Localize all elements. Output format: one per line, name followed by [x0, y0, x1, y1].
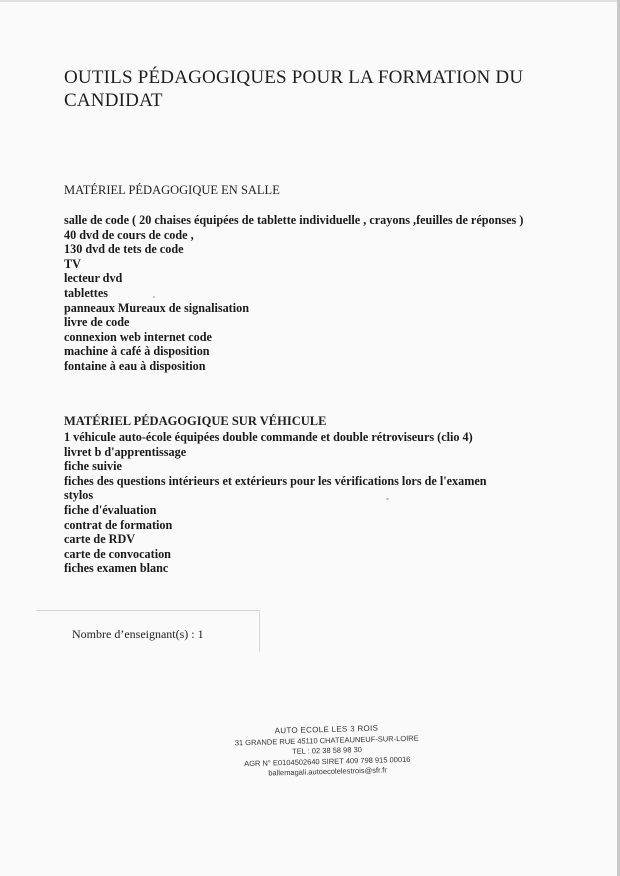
stamp-phone: TEL : 02 38 58 98 30: [291, 745, 362, 756]
section-heading-salle: MATÉRIEL PÉDAGOGIQUE EN SALLE: [64, 183, 280, 197]
teacher-count-label: Nombre d’enseignant(s) : 1: [72, 627, 204, 641]
list-item: livret b d'apprentissage: [64, 444, 187, 459]
scan-speck: [153, 296, 155, 298]
list-item: tablettes: [64, 285, 108, 300]
list-item: fiche suivie: [64, 459, 122, 474]
list-item: stylos: [64, 488, 94, 503]
list-item: carte de convocation: [64, 546, 171, 561]
list-item: livre de code: [64, 315, 130, 330]
document-title: OUTILS PÉDAGOGIQUES POUR LA FORMATION DU CANDIDAT: [64, 67, 524, 111]
stamp-email: ballemagali.autoecolelestrois@sfr.fr: [268, 765, 387, 778]
list-item: machine à café à disposition: [64, 344, 210, 359]
list-item: connexion web internet code: [64, 329, 212, 344]
section-heading-vehicule: MATÉRIEL PÉDAGOGIQUE SUR VÉHICULE: [64, 414, 327, 428]
equipment-list-vehicule: [64, 430, 487, 576]
scan-speck: [386, 498, 389, 500]
list-item: TV: [64, 256, 81, 271]
school-stamp: [231, 723, 422, 780]
teacher-count-box: [36, 610, 260, 652]
list-item: fiches examen blanc: [64, 561, 169, 576]
list-item: 40 dvd de cours de code ,: [64, 227, 194, 242]
list-item: fiches des questions intérieurs et extérieurs pour les vérifications lors de l'examen: [64, 473, 487, 488]
page-top-edge: [0, 0, 620, 2]
list-item: 1 véhicule auto-école équipées double commande et double rétroviseurs (clio 4): [64, 430, 473, 444]
stamp-address: 31 GRANDE RUE 45110 CHATEAUNEUF-SUR-LOIRE: [234, 733, 419, 747]
list-item: lecteur dvd: [64, 271, 123, 286]
stamp-registration: AGR N° E0104502640 SIRET 409 798 915 00016: [243, 754, 411, 768]
list-item: 130 dvd de tets de code: [64, 242, 184, 257]
equipment-list-salle: [64, 213, 523, 374]
list-item: carte de RDV: [64, 532, 136, 547]
list-item: salle de code ( 20 chaises équipées de tablette individuelle , crayons ,feuilles de réponses ): [64, 213, 524, 227]
list-item: fontaine à eau à disposition: [64, 358, 206, 373]
list-item: contrat de formation: [64, 517, 173, 532]
list-item: panneaux Mureaux de signalisation: [64, 300, 249, 315]
stamp-school-name: AUTO ECOLE LES 3 ROIS: [274, 723, 379, 736]
list-item: fiche d'évaluation: [64, 502, 157, 517]
